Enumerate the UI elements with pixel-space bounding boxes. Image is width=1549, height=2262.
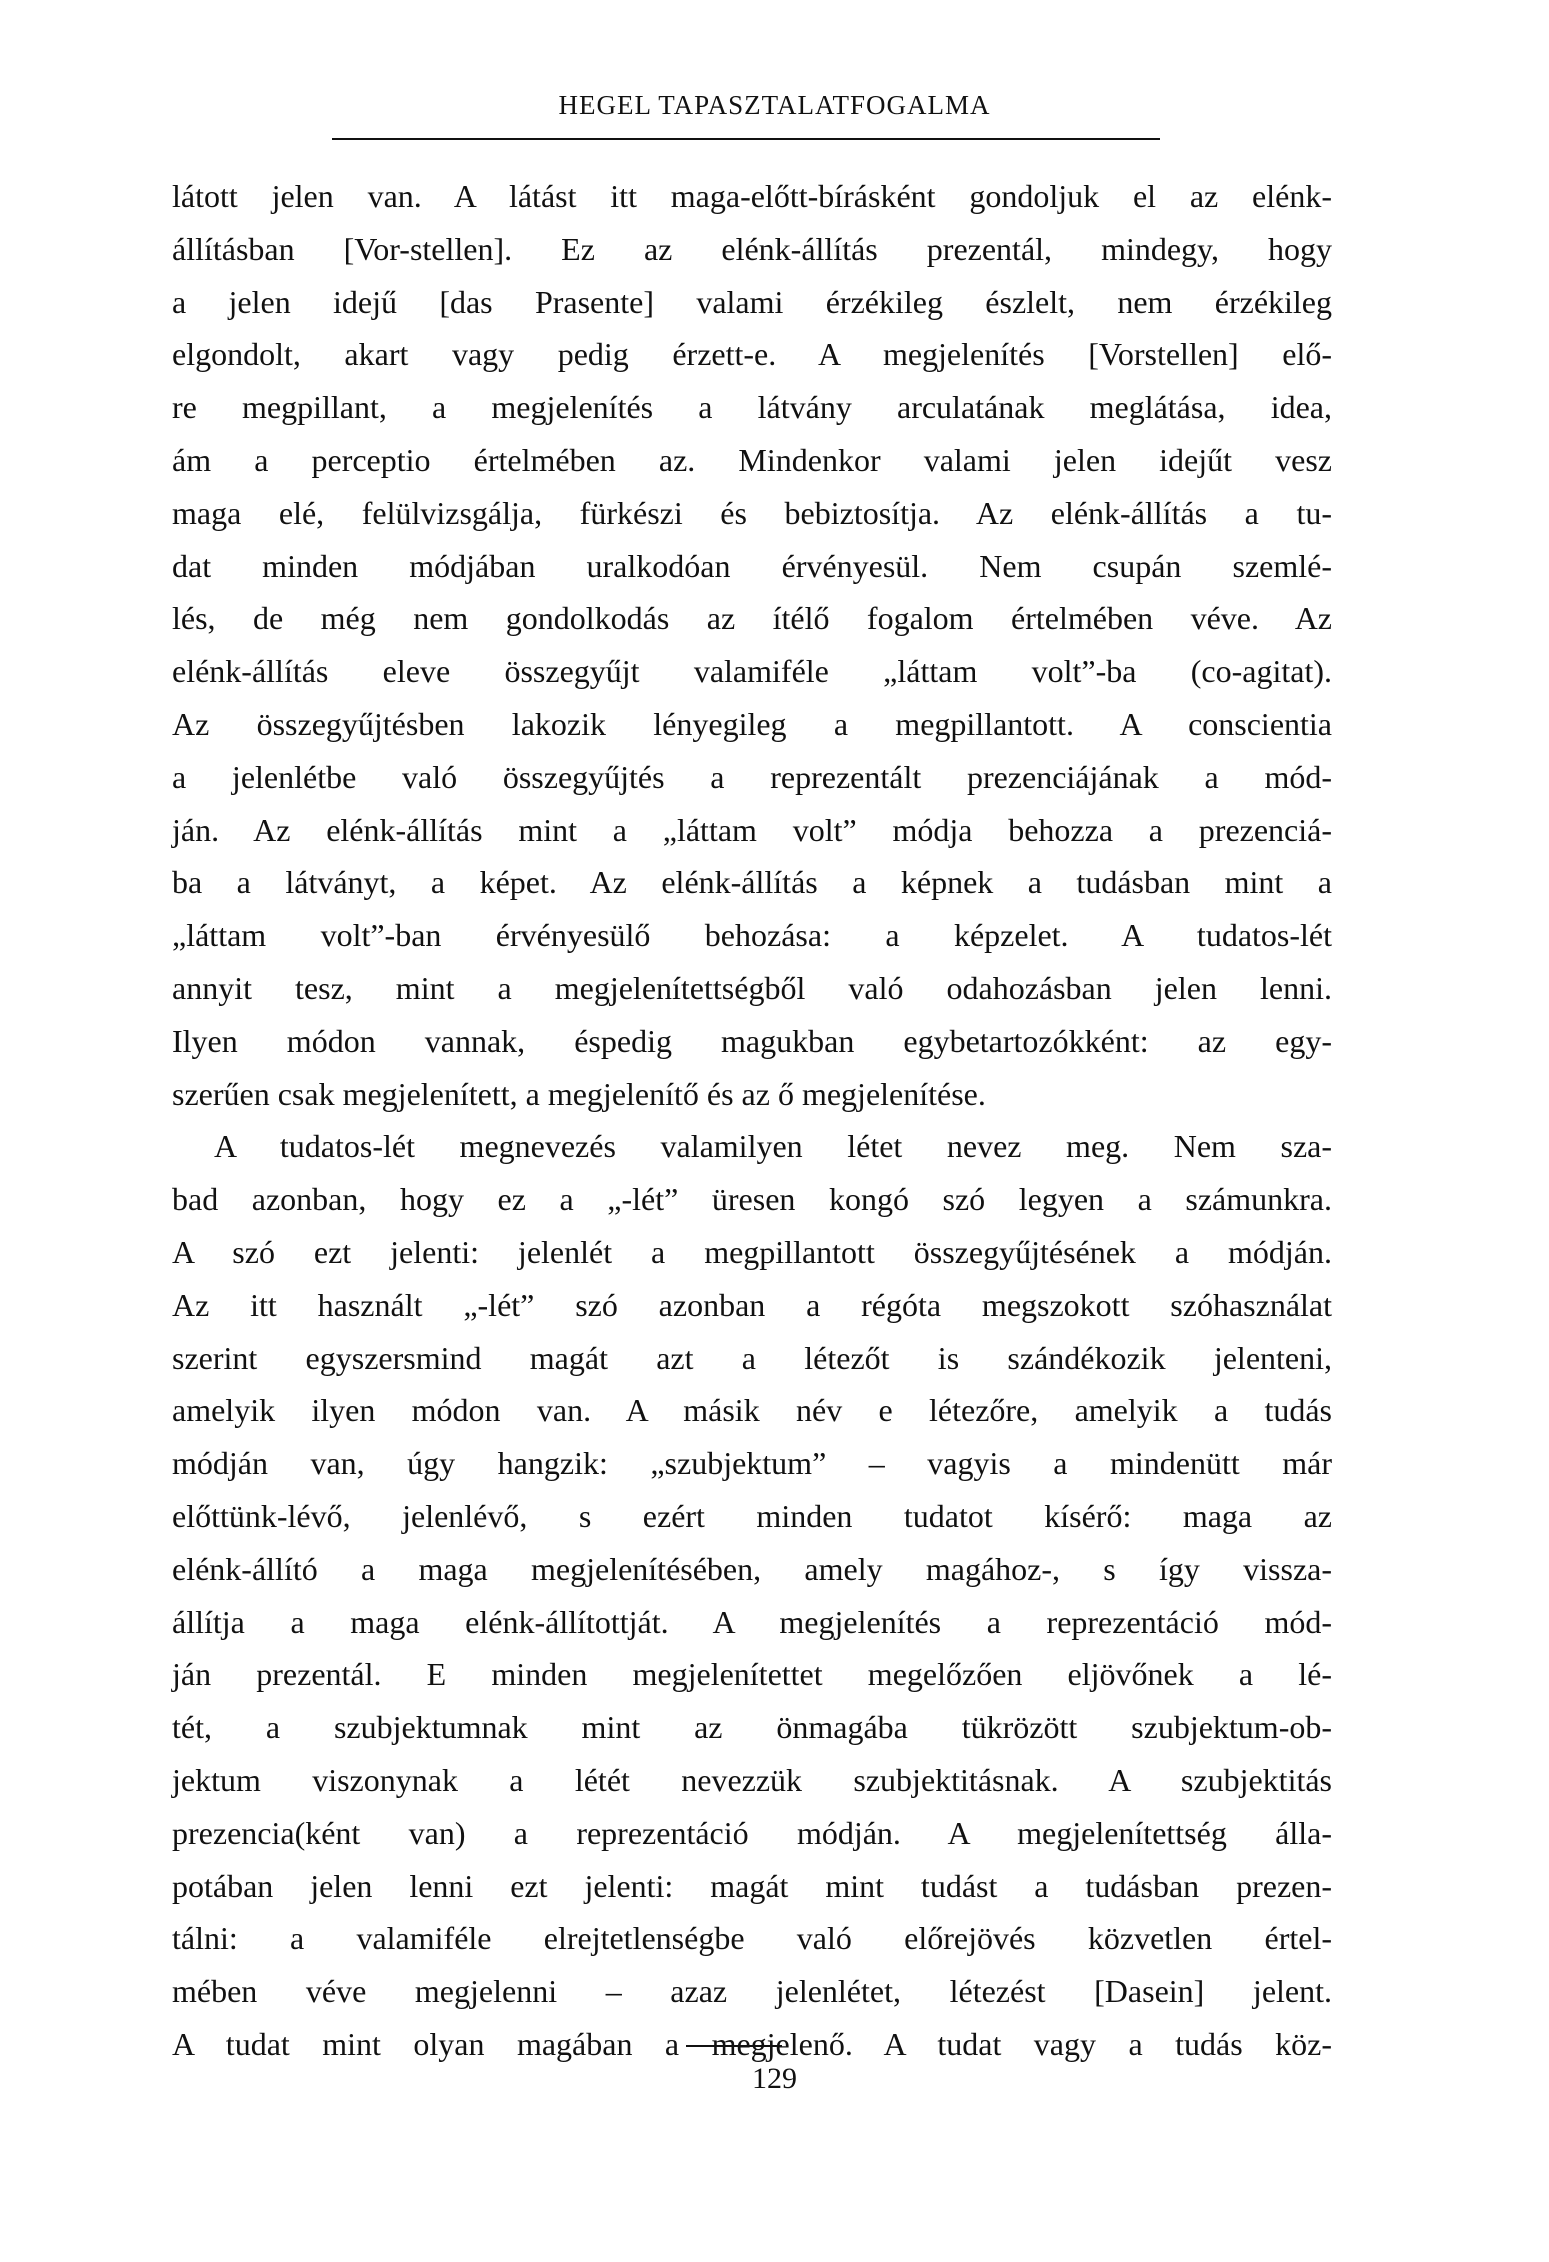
text-line: Ilyen módon vannak, éspedig magukban egybetartozókként: az egy- bbox=[172, 1022, 1332, 1059]
text-line: elgondolt, akart vagy pedig érzett-e. A megjelenítés [Vorstellen] elő- bbox=[172, 336, 1332, 373]
text-line: A tudatos-lét megnevezés valamilyen létet nevez meg. Nem sza- bbox=[214, 1128, 1332, 1165]
text-line: tálni: a valamiféle elrejtetlenségbe való előrejövés közvetlen értel- bbox=[172, 1920, 1332, 1957]
text-line: a jelenlétbe való összegyűjtés a reprezentált prezenciájának a mód- bbox=[172, 758, 1332, 795]
text-line: amelyik ilyen módon van. A másik név e létezőre, amelyik a tudás bbox=[172, 1392, 1332, 1429]
text-line: Az itt használt „-lét” szó azonban a régóta megszokott szóhasználat bbox=[172, 1286, 1332, 1323]
text-line: ján prezentál. E minden megjelenítettet megelőzően eljövőnek a lé- bbox=[172, 1656, 1332, 1693]
text-line: elénk-állító a maga megjelenítésében, amely magához-, s így vissza- bbox=[172, 1550, 1332, 1587]
text-line: szerint egyszersmind magát azt a létezőt is szándékozik jelenteni, bbox=[172, 1339, 1332, 1376]
text-line: potában jelen lenni ezt jelenti: magát mint tudást a tudásban prezen- bbox=[172, 1867, 1332, 1904]
running-header: HEGEL TAPASZTALATFOGALMA bbox=[558, 90, 991, 120]
text-line: re megpillant, a megjelenítés a látvány arculatának meglátása, idea, bbox=[172, 389, 1332, 426]
text-line: maga elé, felülvizsgálja, fürkészi és bebiztosítja. Az elénk-állítás a tu- bbox=[172, 494, 1332, 531]
text-line: lés, de még nem gondolkodás az ítélő fogalom értelmében véve. Az bbox=[172, 600, 1332, 637]
text-line: elénk-állítás eleve összegyűjt valamiféle „láttam volt”-ba (co-agitat). bbox=[172, 653, 1332, 690]
text-line: annyit tesz, mint a megjelenítettségből való odahozásban jelen lenni. bbox=[172, 969, 1332, 1006]
text-line: ján. Az elénk-állítás mint a „láttam volt” módja behozza a prezenciá- bbox=[172, 811, 1332, 848]
text-line: módján van, úgy hangzik: „szubjektum” – vagyis a mindenütt már bbox=[172, 1445, 1332, 1482]
header-rule bbox=[332, 138, 1160, 140]
text-line: jektum viszonynak a létét nevezzük szubjektitásnak. A szubjektitás bbox=[172, 1761, 1332, 1798]
footer-rule bbox=[686, 2045, 782, 2047]
text-line: A szó ezt jelenti: jelenlét a megpillantott összegyűjtésének a módján. bbox=[172, 1233, 1332, 1270]
text-line: előttünk-lévő, jelenlévő, s ezért minden tudatot kísérő: maga az bbox=[172, 1497, 1332, 1534]
text-line: tét, a szubjektumnak mint az önmagába tükrözött szubjektum-ob- bbox=[172, 1709, 1332, 1746]
text-line: bad azonban, hogy ez a „-lét” üresen kongó szó legyen a számunkra. bbox=[172, 1181, 1332, 1218]
text-line: a jelen idejű [das Prasente] valami érzékileg észlelt, nem érzékileg bbox=[172, 283, 1332, 320]
text-line: szerűen csak megjelenített, a megjelenítő és az ő megjelenítése. bbox=[172, 1075, 986, 1112]
body-text bbox=[172, 170, 1332, 2071]
text-line: „láttam volt”-ban érvényesülő behozása: a képzelet. A tudatos-lét bbox=[172, 917, 1332, 954]
text-line: látott jelen van. A látást itt maga-előtt-bírásként gondoljuk el az elénk- bbox=[172, 178, 1332, 214]
text-line: állítja a maga elénk-állítottját. A megjelenítés a reprezentáció mód- bbox=[172, 1603, 1332, 1640]
text-line: A tudat mint olyan magában a megjelenő. A tudat vagy a tudás köz- bbox=[172, 2025, 1332, 2062]
text-line: Az összegyűjtésben lakozik lényegileg a megpillantott. A conscientia bbox=[172, 705, 1332, 742]
text-line: ba a látványt, a képet. Az elénk-állítás a képnek a tudásban mint a bbox=[172, 864, 1332, 901]
page-number: 129 bbox=[752, 2062, 797, 2095]
text-line: dat minden módjában uralkodóan érvényesül. Nem csupán szemlé- bbox=[172, 547, 1332, 584]
text-line: mében véve megjelenni – azaz jelenlétet, létezést [Dasein] jelent. bbox=[172, 1973, 1332, 2010]
text-line: ám a perceptio értelmében az. Mindenkor valami jelen idejűt vesz bbox=[172, 441, 1332, 478]
text-line: prezencia(ként van) a reprezentáció módján. A megjelenítettség álla- bbox=[172, 1814, 1332, 1851]
text-line: állításban [Vor-stellen]. Ez az elénk-állítás prezentál, mindegy, hogy bbox=[172, 230, 1332, 267]
